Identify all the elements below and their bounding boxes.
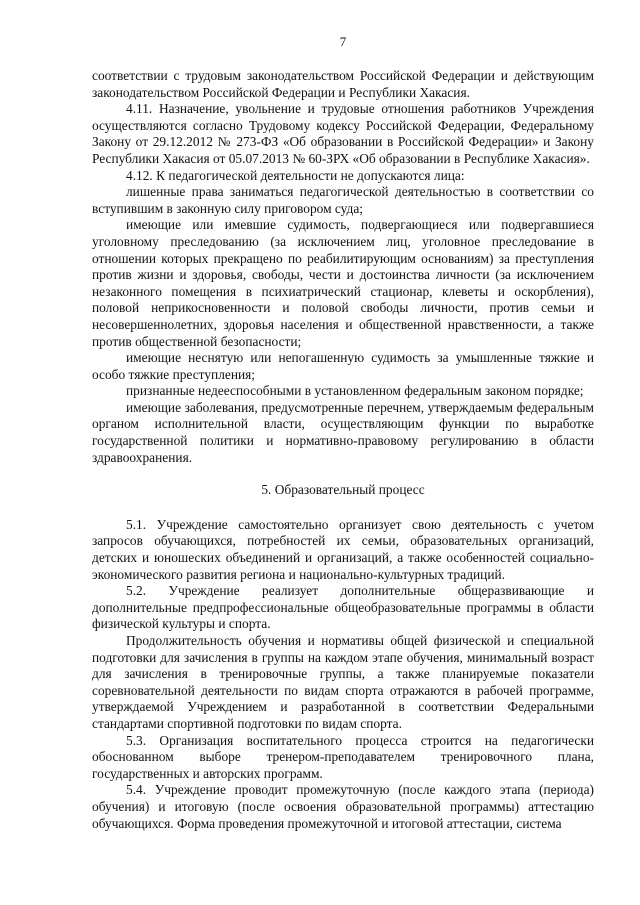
paragraph: 5.2. Учреждение реализует дополнительные общеразвивающие и дополнительные предпрофессиональные общеобразовательные программы в области физической культуры и спорта. [92,583,594,632]
paragraph: 5.3. Организация воспитательного процесса строится на педагогически обоснованном выборе тренером-преподавателем тренировочного плана, государственных и авторских программ. [92,732,594,781]
section-heading: 5. Образовательный процесс [261,482,425,498]
paragraph: имеющие или имевшие судимость, подвергающиеся или подвергавшиеся уголовному преследованию (за исключением лиц, уголовное преследование в отношении которых прекращено по реабилитирующим основаниям) за преступления против жизни и здоровья, свободы, чести и достоинства личности (за исключением незаконного помещения в психиатрический стационар, клеветы и оскорбления), половой неприкосновенности и половой свободы личности, против семьи и несовершеннолетних, здоровья населения и общественной нравственности, а также против общественной безопасности; [92,217,594,349]
paragraph: Продолжительность обучения и нормативы общей физической и специальной подготовки для зачисления в группы на каждом этапе обучения, минимальный возраст для зачисления в тренировочные группы, а также планируемые показатели соревновательной деятельности по видам спорта отражаются в рабочей программе, утверждаемой Учреждением и разработанной в соответствии Федеральными стандартами спортивной подготовки по видам спорта. [92,633,594,731]
paragraph: 4.12. К педагогической деятельности не допускаются лица: [126,167,465,183]
paragraph: 5.4. Учреждение проводит промежуточную (после каждого этапа (периода) обучения) и итоговую (после освоения образовательной программы) аттестацию обучающихся. Форма проведения промежуточной и итоговой аттестации, система [92,782,594,831]
paragraph: признанные недееспособными в установленном федеральным законом порядке; [126,383,584,399]
paragraph: 4.11. Назначение, увольнение и трудовые отношения работников Учреждения осуществляются согласно Трудовому кодексу Российской Федерации, Федеральному Закону от 29.12.2012 № 273-ФЗ «Об образовании в Российской Федерации» и Закону Республики Хакасия от 05.07.2013 № 60-ЗРХ «Об образовании в Республике Хакасия». [92,101,594,166]
section-4-continuation [92,68,594,466]
paragraph: лишенные права заниматься педагогической деятельностью в соответствии со вступившим в законную силу приговором суда; [92,184,594,216]
paragraph: 5.1. Учреждение самостоятельно организует свою деятельность с учетом запросов обучающихся, потребностей их семьи, образовательных организаций, детских и юношеских объединений и организаций, а также особенностей социально-экономического развития региона и национально-культурных традиций. [92,516,594,582]
paragraph: имеющие заболевания, предусмотренные перечнем, утверждаемым федеральным органом исполнительной власти, осуществляющим функции по выработке государственной политики и нормативно-правовому регулированию в области здравоохранения. [92,399,594,465]
paragraph: соответствии с трудовым законодательством Российской Федерации и действующим законодательством Российской Федерации и Республики Хакасия. [92,68,594,100]
paragraph: имеющие неснятую или непогашенную судимость за умышленные тяжкие и особо тяжкие преступления; [92,350,594,382]
section-5-body [92,517,594,832]
page-number: 7 [339,34,347,49]
